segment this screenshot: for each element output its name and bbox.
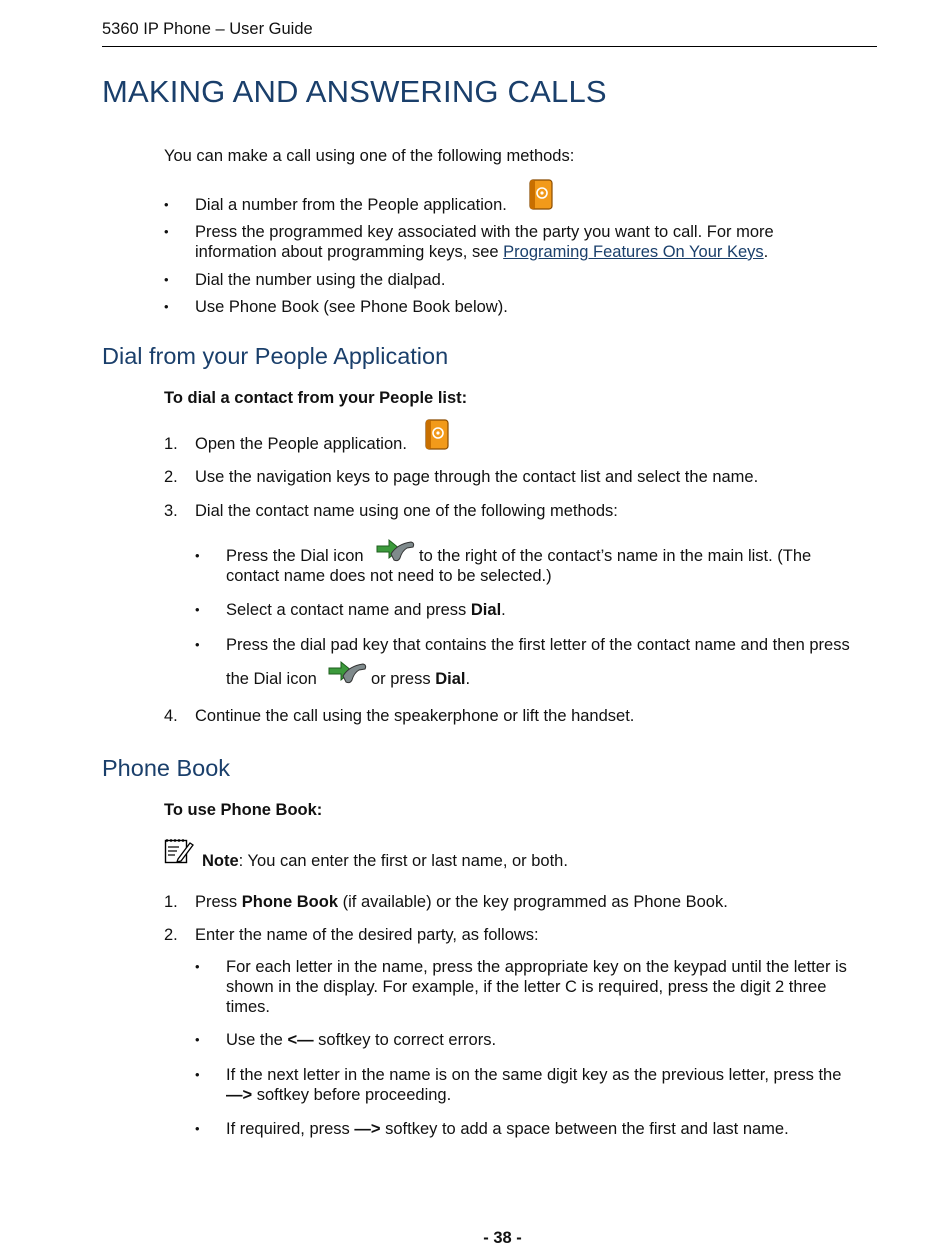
bullet: • bbox=[195, 548, 200, 563]
section-heading-phone-book: Phone Book bbox=[102, 755, 231, 781]
note-text: Note: You can enter the first or last name, or both. bbox=[202, 852, 568, 870]
intro-text: You can make a call using one of the following methods: bbox=[164, 147, 575, 165]
dial-icon bbox=[325, 656, 369, 686]
dial-icon bbox=[373, 534, 417, 564]
bullet: • bbox=[164, 224, 169, 239]
bullet: • bbox=[195, 959, 200, 974]
people-app-icon bbox=[527, 178, 555, 212]
bullet: • bbox=[195, 637, 200, 652]
people-app-icon bbox=[423, 418, 451, 452]
bullet: • bbox=[164, 272, 169, 287]
section-subheading: To dial a contact from your People list: bbox=[164, 389, 468, 407]
running-header: 5360 IP Phone – User Guide bbox=[102, 20, 313, 38]
bullet: • bbox=[164, 197, 169, 212]
bullet: • bbox=[195, 1121, 200, 1136]
header-divider bbox=[102, 46, 877, 47]
page-title: MAKING AND ANSWERING CALLS bbox=[102, 74, 607, 109]
section-heading-people: Dial from your People Application bbox=[102, 343, 449, 369]
bullet: • bbox=[164, 299, 169, 314]
note-icon bbox=[164, 837, 194, 867]
page-number: - 38 - bbox=[483, 1229, 522, 1247]
bullet: • bbox=[195, 602, 200, 617]
bullet: • bbox=[195, 1032, 200, 1047]
section-subheading: To use Phone Book: bbox=[164, 801, 323, 819]
programming-keys-link[interactable]: Programing Features On Your Keys bbox=[503, 243, 764, 261]
bullet: • bbox=[195, 1067, 200, 1082]
